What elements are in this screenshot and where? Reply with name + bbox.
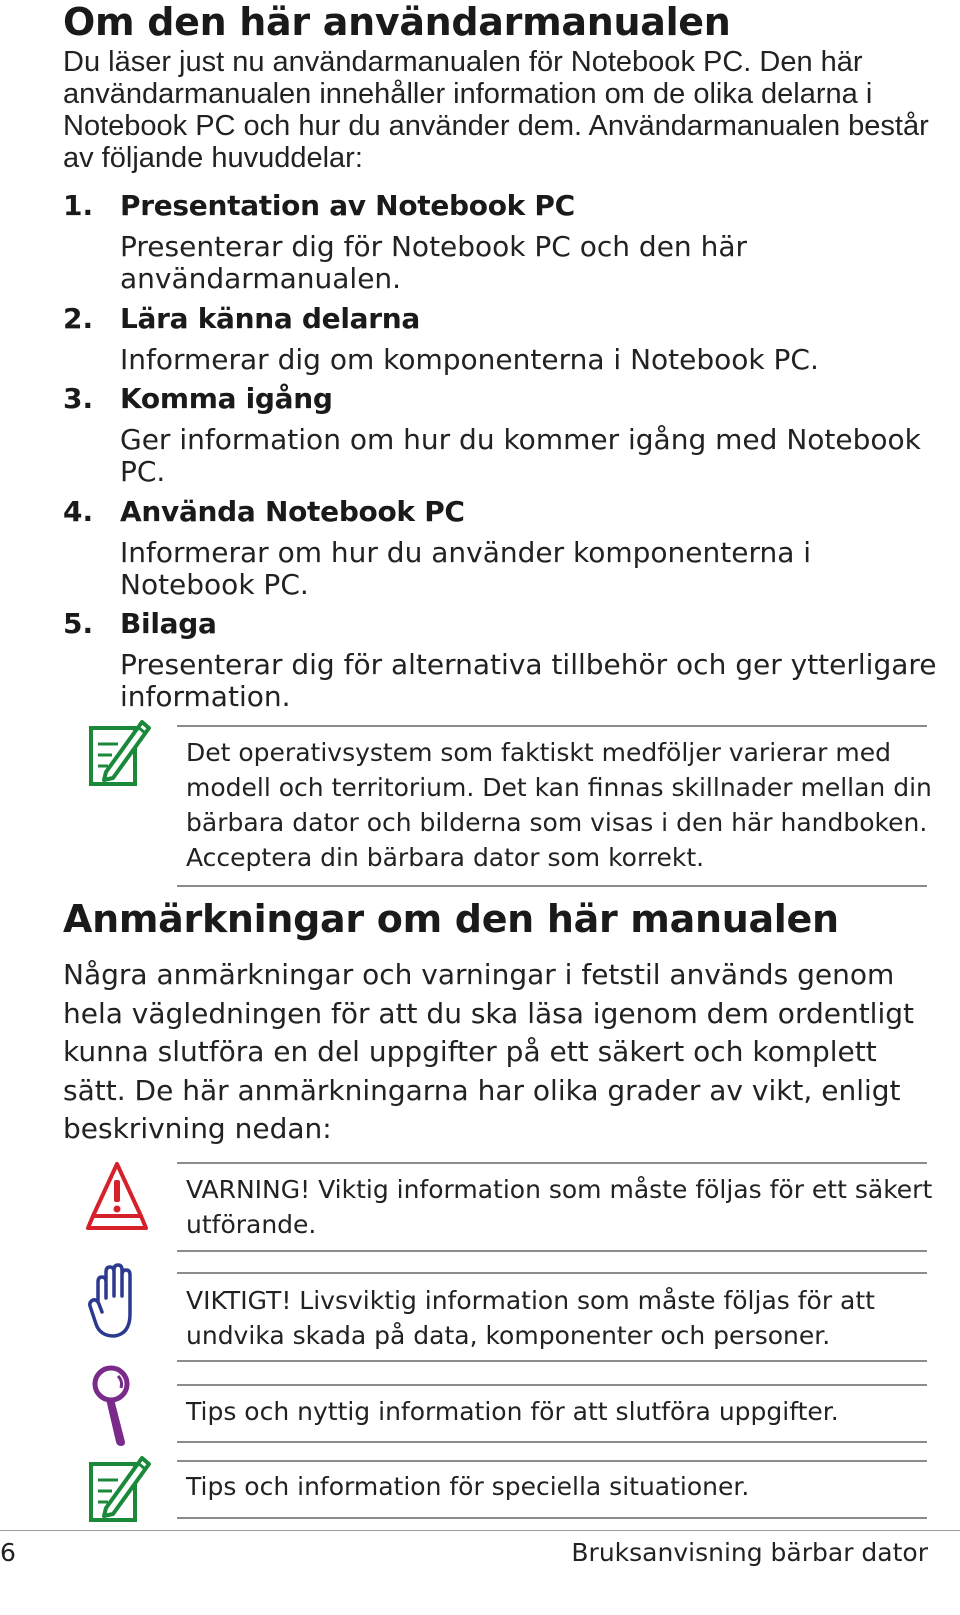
divider (177, 1517, 927, 1519)
divider (177, 1460, 927, 1462)
footer-title: Bruksanvisning bärbar dator (571, 1538, 928, 1567)
hand-icon (88, 1262, 140, 1340)
list-item-title: Använda Notebook PC (120, 495, 465, 528)
divider (177, 725, 927, 727)
list-number: 4. (63, 495, 94, 528)
note-text: Det operativsystem som faktiskt medföljer varierar med modell och territorium. Det kan finnas skillnader mellan din bärbara dator och bilderna som visas i den här handboken. Acceptera din bärbara dator som korrekt. (186, 738, 932, 872)
list-number: 3. (63, 382, 94, 415)
list-item-title: Lära känna delarna (120, 302, 420, 335)
list-item-desc: Informerar dig om komponenterna i Notebook PC. (120, 343, 819, 376)
divider (177, 1162, 927, 1164)
list-item-desc: Ger information om hur du kommer igång med Notebook PC. (120, 423, 921, 488)
list-item-desc: Presenterar dig för Notebook PC och den här användarmanualen. (120, 230, 747, 295)
note-icon (86, 716, 152, 788)
list-item-desc: Informerar om hur du använder komponenterna i Notebook PC. (120, 536, 812, 601)
note-icon (86, 1452, 152, 1524)
footer-rule (0, 1530, 960, 1531)
warning-icon (85, 1160, 149, 1232)
divider (177, 885, 927, 887)
intro-paragraph: Du läser just nu användarmanualen för Notebook PC. Den här användarmanualen innehåller information om de olika delarna i Notebook PC och hur du använder dem. Användarmanualen består av följande huvuddelar: (63, 46, 929, 174)
note-text: Tips och information för speciella situationer. (186, 1472, 750, 1501)
divider (177, 1360, 927, 1362)
list-number: 1. (63, 189, 94, 222)
list-item-title: Bilaga (120, 607, 217, 640)
note-text: VIKTIGT! Livsviktig information som måste följas för att undvika skada på data, komponenter och personer. (186, 1286, 875, 1350)
section-title: Om den här användarmanualen (63, 0, 731, 44)
list-number: 2. (63, 302, 94, 335)
note-text: VARNING! Viktig information som måste följas för ett säkert utförande. (186, 1175, 933, 1239)
divider (177, 1272, 927, 1274)
magnifier-icon (90, 1362, 140, 1448)
list-item-title: Komma igång (120, 382, 333, 415)
list-item-desc: Presenterar dig för alternativa tillbehör och ger ytterligare information. (120, 648, 937, 713)
section-title: Anmärkningar om den här manualen (63, 897, 839, 941)
list-number: 5. (63, 607, 94, 640)
divider (177, 1441, 927, 1443)
list-item-title: Presentation av Notebook PC (120, 189, 575, 222)
body-paragraph: Några anmärkningar och varningar i fetstil används genom hela vägledningen för att du ska läsa igenom dem ordentligt kunna slutföra en del uppgifter på ett säkert och komplett sätt. De här anmärkningarna har olika grader av vikt, enligt beskrivning nedan: (63, 958, 914, 1145)
divider (177, 1250, 927, 1252)
note-text: Tips och nyttig information för att slutföra uppgifter. (186, 1397, 839, 1426)
divider (177, 1384, 927, 1386)
page-number: 6 (0, 1538, 16, 1567)
